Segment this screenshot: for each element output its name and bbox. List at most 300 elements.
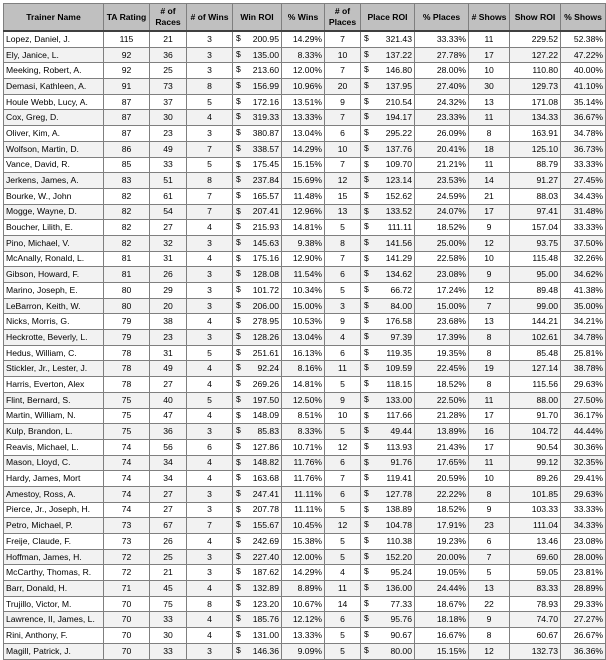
- trainer-name-cell[interactable]: Demasi, Kathleen, A.: [4, 79, 104, 95]
- show-pct-cell[interactable]: 28.89%: [561, 581, 606, 597]
- win-roi-cell[interactable]: [233, 361, 282, 377]
- places-cell[interactable]: 10: [325, 408, 361, 424]
- win-roi-cell[interactable]: [233, 79, 282, 95]
- shows-cell[interactable]: 8: [469, 377, 510, 393]
- win-pct-cell[interactable]: 13.51%: [282, 94, 325, 110]
- show-roi-cell[interactable]: 88.79: [510, 157, 561, 173]
- ta-rating-cell[interactable]: 70: [104, 596, 150, 612]
- show-pct-cell[interactable]: 33.33%: [561, 157, 606, 173]
- trainer-name-cell[interactable]: Reavis, Michael, L.: [4, 439, 104, 455]
- place-roi-cell[interactable]: [361, 220, 415, 236]
- place-pct-cell[interactable]: 21.43%: [415, 439, 469, 455]
- places-cell[interactable]: 4: [325, 565, 361, 581]
- wins-cell[interactable]: 3: [187, 47, 233, 63]
- races-cell[interactable]: 23: [150, 330, 187, 346]
- show-pct-cell[interactable]: 44.44%: [561, 424, 606, 440]
- place-roi-cell[interactable]: [361, 157, 415, 173]
- place-roi-cell[interactable]: [361, 439, 415, 455]
- ta-rating-cell[interactable]: 71: [104, 581, 150, 597]
- win-roi-cell[interactable]: [233, 314, 282, 330]
- races-cell[interactable]: 25: [150, 63, 187, 79]
- win-roi-cell[interactable]: [233, 267, 282, 283]
- show-roi-cell[interactable]: 157.04: [510, 220, 561, 236]
- place-pct-cell[interactable]: 16.67%: [415, 628, 469, 644]
- places-cell[interactable]: 7: [325, 31, 361, 47]
- win-roi-cell[interactable]: [233, 596, 282, 612]
- place-pct-cell[interactable]: 18.52%: [415, 220, 469, 236]
- ta-rating-cell[interactable]: 91: [104, 79, 150, 95]
- place-pct-cell[interactable]: 18.52%: [415, 377, 469, 393]
- win-roi-cell[interactable]: [233, 173, 282, 189]
- place-roi-cell[interactable]: [361, 314, 415, 330]
- win-roi-cell[interactable]: [233, 220, 282, 236]
- win-pct-cell[interactable]: 10.71%: [282, 439, 325, 455]
- show-pct-cell[interactable]: 23.81%: [561, 565, 606, 581]
- wins-cell[interactable]: 7: [187, 518, 233, 534]
- win-roi-cell[interactable]: [233, 126, 282, 142]
- ta-rating-cell[interactable]: 75: [104, 424, 150, 440]
- trainer-name-cell[interactable]: Hedus, William, C.: [4, 345, 104, 361]
- place-pct-cell[interactable]: 17.91%: [415, 518, 469, 534]
- place-roi-cell[interactable]: [361, 581, 415, 597]
- wins-cell[interactable]: 4: [187, 581, 233, 597]
- win-roi-cell[interactable]: [233, 565, 282, 581]
- races-cell[interactable]: 47: [150, 408, 187, 424]
- show-pct-cell[interactable]: 36.67%: [561, 110, 606, 126]
- place-roi-cell[interactable]: [361, 267, 415, 283]
- show-roi-cell[interactable]: 101.85: [510, 486, 561, 502]
- win-pct-cell[interactable]: 13.04%: [282, 126, 325, 142]
- show-pct-cell[interactable]: 23.08%: [561, 534, 606, 550]
- place-pct-cell[interactable]: 18.18%: [415, 612, 469, 628]
- wins-cell[interactable]: 3: [187, 267, 233, 283]
- col-header-races[interactable]: # of Races: [150, 4, 187, 32]
- place-pct-cell[interactable]: 23.53%: [415, 173, 469, 189]
- places-cell[interactable]: 5: [325, 534, 361, 550]
- races-cell[interactable]: 21: [150, 565, 187, 581]
- trainer-name-cell[interactable]: Harris, Everton, Alex: [4, 377, 104, 393]
- show-roi-cell[interactable]: 103.33: [510, 502, 561, 518]
- places-cell[interactable]: 7: [325, 471, 361, 487]
- shows-cell[interactable]: 18: [469, 141, 510, 157]
- ta-rating-cell[interactable]: 73: [104, 518, 150, 534]
- place-roi-cell[interactable]: [361, 204, 415, 220]
- show-roi-cell[interactable]: 88.00: [510, 392, 561, 408]
- wins-cell[interactable]: 4: [187, 408, 233, 424]
- shows-cell[interactable]: 10: [469, 251, 510, 267]
- trainer-name-cell[interactable]: Mogge, Wayne, D.: [4, 204, 104, 220]
- win-roi-cell[interactable]: [233, 63, 282, 79]
- shows-cell[interactable]: 12: [469, 235, 510, 251]
- place-roi-cell[interactable]: [361, 141, 415, 157]
- races-cell[interactable]: 67: [150, 518, 187, 534]
- show-pct-cell[interactable]: 25.81%: [561, 345, 606, 361]
- trainer-name-cell[interactable]: Kulp, Brandon, L.: [4, 424, 104, 440]
- wins-cell[interactable]: 8: [187, 173, 233, 189]
- col-header-show-roi[interactable]: Show ROI: [510, 4, 561, 32]
- win-roi-cell[interactable]: [233, 628, 282, 644]
- places-cell[interactable]: 14: [325, 596, 361, 612]
- wins-cell[interactable]: 4: [187, 471, 233, 487]
- wins-cell[interactable]: 4: [187, 534, 233, 550]
- place-roi-cell[interactable]: [361, 188, 415, 204]
- trainer-name-cell[interactable]: Hardy, James, Mort: [4, 471, 104, 487]
- races-cell[interactable]: 26: [150, 267, 187, 283]
- win-pct-cell[interactable]: 13.04%: [282, 330, 325, 346]
- col-header-place-roi[interactable]: Place ROI: [361, 4, 415, 32]
- shows-cell[interactable]: 6: [469, 534, 510, 550]
- ta-rating-cell[interactable]: 85: [104, 157, 150, 173]
- win-pct-cell[interactable]: 15.00%: [282, 298, 325, 314]
- wins-cell[interactable]: 5: [187, 94, 233, 110]
- wins-cell[interactable]: 4: [187, 314, 233, 330]
- places-cell[interactable]: 15: [325, 188, 361, 204]
- show-roi-cell[interactable]: 127.22: [510, 47, 561, 63]
- place-pct-cell[interactable]: 19.23%: [415, 534, 469, 550]
- races-cell[interactable]: 27: [150, 502, 187, 518]
- place-roi-cell[interactable]: [361, 534, 415, 550]
- place-pct-cell[interactable]: 27.40%: [415, 79, 469, 95]
- show-pct-cell[interactable]: 34.62%: [561, 267, 606, 283]
- ta-rating-cell[interactable]: 73: [104, 534, 150, 550]
- win-roi-cell[interactable]: [233, 549, 282, 565]
- wins-cell[interactable]: 3: [187, 298, 233, 314]
- place-pct-cell[interactable]: 25.00%: [415, 235, 469, 251]
- wins-cell[interactable]: 4: [187, 361, 233, 377]
- races-cell[interactable]: 31: [150, 345, 187, 361]
- win-roi-cell[interactable]: [233, 502, 282, 518]
- places-cell[interactable]: 11: [325, 581, 361, 597]
- place-pct-cell[interactable]: 18.52%: [415, 502, 469, 518]
- show-pct-cell[interactable]: 27.27%: [561, 612, 606, 628]
- place-roi-cell[interactable]: [361, 424, 415, 440]
- races-cell[interactable]: 26: [150, 534, 187, 550]
- show-roi-cell[interactable]: 171.08: [510, 94, 561, 110]
- win-roi-cell[interactable]: [233, 424, 282, 440]
- places-cell[interactable]: 5: [325, 220, 361, 236]
- place-roi-cell[interactable]: [361, 471, 415, 487]
- show-roi-cell[interactable]: 229.52: [510, 31, 561, 47]
- trainer-name-cell[interactable]: Magill, Patrick, J.: [4, 643, 104, 659]
- win-roi-cell[interactable]: [233, 283, 282, 299]
- wins-cell[interactable]: 6: [187, 439, 233, 455]
- show-roi-cell[interactable]: 163.91: [510, 126, 561, 142]
- show-pct-cell[interactable]: 34.78%: [561, 330, 606, 346]
- place-roi-cell[interactable]: [361, 596, 415, 612]
- places-cell[interactable]: 5: [325, 549, 361, 565]
- place-pct-cell[interactable]: 24.32%: [415, 94, 469, 110]
- place-pct-cell[interactable]: 17.24%: [415, 283, 469, 299]
- trainer-name-cell[interactable]: Petro, Michael, P.: [4, 518, 104, 534]
- show-pct-cell[interactable]: 29.33%: [561, 596, 606, 612]
- show-roi-cell[interactable]: 90.54: [510, 439, 561, 455]
- show-pct-cell[interactable]: 40.00%: [561, 63, 606, 79]
- trainer-name-cell[interactable]: Marino, Joseph, E.: [4, 283, 104, 299]
- place-roi-cell[interactable]: [361, 31, 415, 47]
- show-pct-cell[interactable]: 34.21%: [561, 314, 606, 330]
- trainer-name-cell[interactable]: LeBarron, Keith, W.: [4, 298, 104, 314]
- shows-cell[interactable]: 8: [469, 628, 510, 644]
- show-pct-cell[interactable]: 34.78%: [561, 126, 606, 142]
- show-roi-cell[interactable]: 132.73: [510, 643, 561, 659]
- win-pct-cell[interactable]: 14.29%: [282, 565, 325, 581]
- ta-rating-cell[interactable]: 86: [104, 141, 150, 157]
- races-cell[interactable]: 31: [150, 251, 187, 267]
- show-pct-cell[interactable]: 34.33%: [561, 518, 606, 534]
- show-pct-cell[interactable]: 27.50%: [561, 392, 606, 408]
- places-cell[interactable]: 3: [325, 298, 361, 314]
- shows-cell[interactable]: 9: [469, 267, 510, 283]
- place-roi-cell[interactable]: [361, 345, 415, 361]
- win-roi-cell[interactable]: [233, 298, 282, 314]
- show-roi-cell[interactable]: 74.70: [510, 612, 561, 628]
- place-roi-cell[interactable]: [361, 330, 415, 346]
- show-roi-cell[interactable]: 125.10: [510, 141, 561, 157]
- trainer-name-cell[interactable]: Stickler, Jr., Lester, J.: [4, 361, 104, 377]
- ta-rating-cell[interactable]: 115: [104, 31, 150, 47]
- win-pct-cell[interactable]: 12.50%: [282, 392, 325, 408]
- ta-rating-cell[interactable]: 83: [104, 173, 150, 189]
- races-cell[interactable]: 34: [150, 471, 187, 487]
- trainer-name-cell[interactable]: Rini, Anthony, F.: [4, 628, 104, 644]
- place-pct-cell[interactable]: 21.28%: [415, 408, 469, 424]
- trainer-name-cell[interactable]: McAnally, Ronald, L.: [4, 251, 104, 267]
- place-pct-cell[interactable]: 13.89%: [415, 424, 469, 440]
- col-header-win-pct[interactable]: % Wins: [282, 4, 325, 32]
- places-cell[interactable]: 5: [325, 377, 361, 393]
- shows-cell[interactable]: 10: [469, 471, 510, 487]
- place-roi-cell[interactable]: [361, 502, 415, 518]
- places-cell[interactable]: 11: [325, 361, 361, 377]
- place-pct-cell[interactable]: 17.39%: [415, 330, 469, 346]
- races-cell[interactable]: 36: [150, 47, 187, 63]
- ta-rating-cell[interactable]: 79: [104, 330, 150, 346]
- win-pct-cell[interactable]: 11.54%: [282, 267, 325, 283]
- races-cell[interactable]: 54: [150, 204, 187, 220]
- win-roi-cell[interactable]: [233, 31, 282, 47]
- places-cell[interactable]: 7: [325, 63, 361, 79]
- win-roi-cell[interactable]: [233, 47, 282, 63]
- win-pct-cell[interactable]: 15.15%: [282, 157, 325, 173]
- ta-rating-cell[interactable]: 70: [104, 612, 150, 628]
- wins-cell[interactable]: 3: [187, 330, 233, 346]
- ta-rating-cell[interactable]: 74: [104, 455, 150, 471]
- win-pct-cell[interactable]: 8.51%: [282, 408, 325, 424]
- trainer-name-cell[interactable]: Cox, Greg, D.: [4, 110, 104, 126]
- win-pct-cell[interactable]: 10.34%: [282, 283, 325, 299]
- shows-cell[interactable]: 30: [469, 79, 510, 95]
- place-roi-cell[interactable]: [361, 377, 415, 393]
- ta-rating-cell[interactable]: 82: [104, 204, 150, 220]
- shows-cell[interactable]: 11: [469, 157, 510, 173]
- win-roi-cell[interactable]: [233, 110, 282, 126]
- shows-cell[interactable]: 9: [469, 502, 510, 518]
- places-cell[interactable]: 6: [325, 486, 361, 502]
- win-pct-cell[interactable]: 9.09%: [282, 643, 325, 659]
- place-roi-cell[interactable]: [361, 628, 415, 644]
- show-roi-cell[interactable]: 110.80: [510, 63, 561, 79]
- ta-rating-cell[interactable]: 87: [104, 94, 150, 110]
- shows-cell[interactable]: 17: [469, 439, 510, 455]
- shows-cell[interactable]: 8: [469, 126, 510, 142]
- wins-cell[interactable]: 8: [187, 79, 233, 95]
- win-roi-cell[interactable]: [233, 518, 282, 534]
- shows-cell[interactable]: 19: [469, 361, 510, 377]
- win-pct-cell[interactable]: 12.00%: [282, 63, 325, 79]
- trainer-name-cell[interactable]: Hoffman, James, H.: [4, 549, 104, 565]
- wins-cell[interactable]: 4: [187, 110, 233, 126]
- shows-cell[interactable]: 12: [469, 283, 510, 299]
- place-pct-cell[interactable]: 24.59%: [415, 188, 469, 204]
- win-pct-cell[interactable]: 12.00%: [282, 549, 325, 565]
- trainer-name-cell[interactable]: Trujillo, Victor, M.: [4, 596, 104, 612]
- places-cell[interactable]: 6: [325, 455, 361, 471]
- shows-cell[interactable]: 12: [469, 643, 510, 659]
- shows-cell[interactable]: 14: [469, 173, 510, 189]
- place-roi-cell[interactable]: [361, 79, 415, 95]
- races-cell[interactable]: 49: [150, 141, 187, 157]
- ta-rating-cell[interactable]: 82: [104, 235, 150, 251]
- trainer-name-cell[interactable]: Barr, Donald, H.: [4, 581, 104, 597]
- show-pct-cell[interactable]: 26.67%: [561, 628, 606, 644]
- show-roi-cell[interactable]: 97.41: [510, 204, 561, 220]
- places-cell[interactable]: 5: [325, 502, 361, 518]
- win-pct-cell[interactable]: 8.33%: [282, 47, 325, 63]
- races-cell[interactable]: 27: [150, 486, 187, 502]
- races-cell[interactable]: 30: [150, 628, 187, 644]
- trainer-name-cell[interactable]: Lawrence, II, James, L.: [4, 612, 104, 628]
- places-cell[interactable]: 9: [325, 314, 361, 330]
- col-header-places[interactable]: # of Places: [325, 4, 361, 32]
- place-pct-cell[interactable]: 22.45%: [415, 361, 469, 377]
- show-roi-cell[interactable]: 78.93: [510, 596, 561, 612]
- col-header-show-pct[interactable]: % Shows: [561, 4, 606, 32]
- show-roi-cell[interactable]: 95.00: [510, 267, 561, 283]
- trainer-name-cell[interactable]: Oliver, Kim, A.: [4, 126, 104, 142]
- place-roi-cell[interactable]: [361, 565, 415, 581]
- show-pct-cell[interactable]: 33.33%: [561, 502, 606, 518]
- show-roi-cell[interactable]: 83.33: [510, 581, 561, 597]
- place-pct-cell[interactable]: 24.07%: [415, 204, 469, 220]
- win-roi-cell[interactable]: [233, 188, 282, 204]
- trainer-name-cell[interactable]: Bourke, W., John: [4, 188, 104, 204]
- places-cell[interactable]: 9: [325, 94, 361, 110]
- places-cell[interactable]: 4: [325, 330, 361, 346]
- place-pct-cell[interactable]: 22.22%: [415, 486, 469, 502]
- ta-rating-cell[interactable]: 82: [104, 220, 150, 236]
- ta-rating-cell[interactable]: 75: [104, 408, 150, 424]
- win-pct-cell[interactable]: 12.12%: [282, 612, 325, 628]
- show-roi-cell[interactable]: 115.56: [510, 377, 561, 393]
- show-pct-cell[interactable]: 28.00%: [561, 549, 606, 565]
- races-cell[interactable]: 75: [150, 596, 187, 612]
- trainer-name-cell[interactable]: Martin, William, N.: [4, 408, 104, 424]
- places-cell[interactable]: 10: [325, 47, 361, 63]
- places-cell[interactable]: 7: [325, 110, 361, 126]
- trainer-name-cell[interactable]: Boucher, Lilith, E.: [4, 220, 104, 236]
- wins-cell[interactable]: 4: [187, 612, 233, 628]
- ta-rating-cell[interactable]: 92: [104, 47, 150, 63]
- ta-rating-cell[interactable]: 81: [104, 251, 150, 267]
- place-roi-cell[interactable]: [361, 392, 415, 408]
- races-cell[interactable]: 45: [150, 581, 187, 597]
- ta-rating-cell[interactable]: 79: [104, 314, 150, 330]
- ta-rating-cell[interactable]: 74: [104, 439, 150, 455]
- trainer-name-cell[interactable]: McCarthy, Thomas, R.: [4, 565, 104, 581]
- wins-cell[interactable]: 3: [187, 502, 233, 518]
- shows-cell[interactable]: 17: [469, 408, 510, 424]
- places-cell[interactable]: 5: [325, 424, 361, 440]
- place-pct-cell[interactable]: 18.67%: [415, 596, 469, 612]
- races-cell[interactable]: 20: [150, 298, 187, 314]
- place-roi-cell[interactable]: [361, 94, 415, 110]
- shows-cell[interactable]: 8: [469, 486, 510, 502]
- col-header-win-roi[interactable]: Win ROI: [233, 4, 282, 32]
- win-pct-cell[interactable]: 8.89%: [282, 581, 325, 597]
- win-pct-cell[interactable]: 15.38%: [282, 534, 325, 550]
- win-roi-cell[interactable]: [233, 408, 282, 424]
- wins-cell[interactable]: 3: [187, 549, 233, 565]
- races-cell[interactable]: 36: [150, 424, 187, 440]
- win-roi-cell[interactable]: [233, 157, 282, 173]
- show-roi-cell[interactable]: 134.33: [510, 110, 561, 126]
- win-pct-cell[interactable]: 13.33%: [282, 628, 325, 644]
- place-pct-cell[interactable]: 20.41%: [415, 141, 469, 157]
- shows-cell[interactable]: 13: [469, 581, 510, 597]
- win-pct-cell[interactable]: 14.29%: [282, 141, 325, 157]
- shows-cell[interactable]: 13: [469, 314, 510, 330]
- trainer-name-cell[interactable]: Gibson, Howard, F.: [4, 267, 104, 283]
- wins-cell[interactable]: 5: [187, 157, 233, 173]
- races-cell[interactable]: 51: [150, 173, 187, 189]
- races-cell[interactable]: 73: [150, 79, 187, 95]
- races-cell[interactable]: 37: [150, 94, 187, 110]
- win-pct-cell[interactable]: 9.38%: [282, 235, 325, 251]
- trainer-name-cell[interactable]: Pierce, Jr., Joseph, H.: [4, 502, 104, 518]
- show-roi-cell[interactable]: 127.14: [510, 361, 561, 377]
- show-roi-cell[interactable]: 99.00: [510, 298, 561, 314]
- places-cell[interactable]: 6: [325, 345, 361, 361]
- win-roi-cell[interactable]: [233, 141, 282, 157]
- show-pct-cell[interactable]: 38.78%: [561, 361, 606, 377]
- show-roi-cell[interactable]: 60.67: [510, 628, 561, 644]
- place-roi-cell[interactable]: [361, 173, 415, 189]
- win-roi-cell[interactable]: [233, 251, 282, 267]
- place-roi-cell[interactable]: [361, 298, 415, 314]
- win-roi-cell[interactable]: [233, 534, 282, 550]
- win-roi-cell[interactable]: [233, 643, 282, 659]
- win-pct-cell[interactable]: 11.11%: [282, 486, 325, 502]
- place-pct-cell[interactable]: 21.21%: [415, 157, 469, 173]
- place-roi-cell[interactable]: [361, 408, 415, 424]
- races-cell[interactable]: 30: [150, 110, 187, 126]
- win-roi-cell[interactable]: [233, 455, 282, 471]
- races-cell[interactable]: 23: [150, 126, 187, 142]
- ta-rating-cell[interactable]: 74: [104, 471, 150, 487]
- col-header-trainer-name[interactable]: Trainer Name: [4, 4, 104, 32]
- races-cell[interactable]: 27: [150, 377, 187, 393]
- wins-cell[interactable]: 4: [187, 628, 233, 644]
- show-pct-cell[interactable]: 29.63%: [561, 377, 606, 393]
- wins-cell[interactable]: 7: [187, 188, 233, 204]
- wins-cell[interactable]: 3: [187, 126, 233, 142]
- show-roi-cell[interactable]: 91.27: [510, 173, 561, 189]
- wins-cell[interactable]: 8: [187, 596, 233, 612]
- trainer-name-cell[interactable]: Wolfson, Martin, D.: [4, 141, 104, 157]
- place-roi-cell[interactable]: [361, 126, 415, 142]
- trainer-name-cell[interactable]: Heckrotte, Beverly, L.: [4, 330, 104, 346]
- show-pct-cell[interactable]: 41.10%: [561, 79, 606, 95]
